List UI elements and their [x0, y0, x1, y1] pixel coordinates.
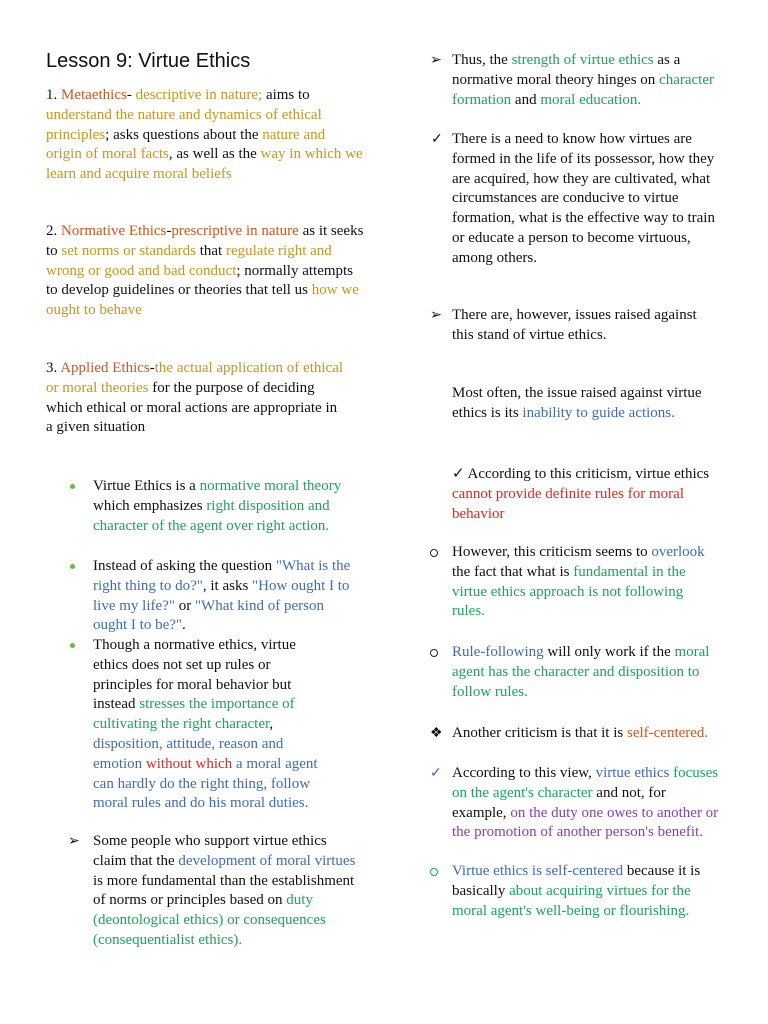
p2-hl-a: set norms or standards [61, 242, 196, 259]
p3-sep: - [149, 360, 155, 376]
b3-hl-c: without which [145, 755, 233, 772]
r9-text-b: and not, for example, [452, 784, 666, 821]
ring-bullet-icon [430, 549, 438, 557]
p2-text-b: that [195, 242, 226, 259]
bullet-dot-icon [70, 564, 75, 569]
r8-hl: self-centered. [626, 725, 709, 741]
check-bullet-icon: ✓ [430, 766, 442, 781]
b4-text-b: is more fundamental than the establishment of norms or principles based on [93, 872, 355, 909]
p2-term: Normative Ethics [61, 223, 167, 239]
r6-text-a: However, this criticism seems to [452, 544, 652, 560]
b1-text-b: which emphasizes [93, 497, 207, 514]
b3-hl-a: stresses the importance of cultivating the right character [93, 696, 295, 733]
p1-hl-b: nature and origin of moral facts [46, 126, 326, 163]
bullet-dot-icon [70, 643, 75, 648]
b3-hl-b: disposition, attitude, reason and emotion [93, 735, 284, 772]
p2-number: 2. [46, 223, 61, 239]
p1-desc: descriptive in nature; [135, 87, 263, 103]
point-issues-raised [452, 306, 714, 346]
page-title: Lesson 9: Virtue Ethics [46, 50, 251, 72]
b4-hl-b: duty (deontological ethics) or consequences (consequentialist ethics). [93, 892, 326, 948]
r4-hl: inability to guide actions. [522, 404, 675, 421]
bullet-supporters [93, 832, 358, 951]
b3-text-a: Though a normative ethics, virtue ethics does not set up rules or principles for moral behavior but instead [93, 637, 296, 713]
r7-text: will only work if the [543, 644, 675, 660]
applied-ethics-paragraph [46, 359, 346, 438]
r1-text-a: Thus, the [452, 52, 512, 68]
r10-text: because it is basically [452, 863, 701, 899]
r9-text-a: According to this view, [452, 765, 596, 781]
bullet-question [93, 557, 361, 636]
metaethics-paragraph [46, 86, 364, 185]
ring-bullet-icon [430, 649, 438, 657]
r2-text: There is a need to know how virtues are formed in the life of its possessor, how they are acquired, how they are cultivated, what circumstances are conducive to virtue formation, what is the effective way to train or educate a person to become virtuous, among others. [452, 131, 715, 266]
diamond-bullet-icon: ❖ [430, 726, 443, 741]
r7-hl-a: Rule-following [452, 644, 544, 660]
p1-term: Metaethics [61, 87, 127, 103]
point-overlook [452, 543, 714, 622]
point-most-often [452, 384, 714, 424]
bullet-virtue-ethics [93, 477, 343, 536]
b3-text-b: , [269, 716, 274, 733]
point-rule-following [452, 643, 714, 702]
p1-text-a: aims to [262, 87, 310, 103]
b2-quote-a: "What is the right thing to do?" [93, 558, 351, 594]
point-need-to-know [452, 130, 724, 269]
b2-text-d: . [182, 617, 186, 634]
p3-number: 3. [46, 360, 61, 376]
b1-hl-a: normative moral theory [199, 478, 342, 494]
r8-text: Another criticism is that it is [452, 725, 627, 741]
r7-hl-b: moral agent has the character and disposition to follow rules. [452, 644, 710, 700]
r6-hl-a: overlook [651, 544, 705, 560]
p1-hl-a: understand the nature and dynamics of ethical principles [46, 106, 322, 143]
r9-hl-c: on the duty one owes to another or the promotion of another person's benefit. [452, 804, 719, 841]
arrow-bullet-icon: ➢ [430, 53, 442, 68]
arrow-bullet-icon: ➢ [430, 308, 442, 323]
r10-hl-b: about acquiring virtues for the moral agent's well-being or flourishing. [452, 882, 691, 919]
r1-hl-b: character formation [452, 71, 714, 108]
r6-text-b: the fact that what is [452, 563, 574, 580]
r5-hl: cannot provide definite rules for moral behavior [452, 485, 685, 522]
p1-text-c: , as well as the [168, 146, 261, 163]
bullet-dot-icon [70, 484, 75, 489]
b3-hl-d: a moral agent can hardly do the right thing, follow moral rules and do his moral duties. [93, 755, 318, 812]
b1-hl-b: right disposition and character of the agent over right action. [93, 497, 330, 534]
p1-number: 1. [46, 87, 61, 103]
p1-hl-c: way in which we learn and acquire moral beliefs [46, 146, 363, 183]
normative-ethics-paragraph [46, 222, 364, 321]
b2-quote-b: "How ought I to live my life?" [93, 577, 350, 614]
r5-text: ✓ According to this criticism, virtue ethics [452, 466, 710, 482]
point-strength [452, 51, 717, 110]
p1-text-b: ; asks questions about the [105, 126, 263, 143]
b4-hl-a: development of moral virtues [178, 852, 356, 869]
point-criticism [452, 465, 724, 524]
p2-hl-b: regulate right and wrong or good and bad conduct [46, 242, 332, 279]
arrow-bullet-icon: ➢ [68, 834, 80, 849]
p1-sep: - [126, 87, 136, 103]
p2-text-a: as it seeks to [46, 223, 364, 259]
p2-sep: - [166, 223, 172, 239]
bullet-normative [93, 636, 333, 814]
point-basically [452, 862, 722, 921]
p2-desc: prescriptive in nature [171, 223, 299, 239]
p2-hl-c: how we ought to behave [46, 282, 359, 319]
b2-quote-c: "What kind of person ought I to be?" [93, 597, 324, 634]
b1-text-a: Virtue Ethics is a [93, 478, 200, 494]
ring-bullet-icon [430, 868, 438, 876]
r1-text-c: and [511, 91, 541, 108]
b4-text-a: Some people who support virtue ethics claim that the [93, 833, 327, 869]
p3-text: for the purpose of deciding which ethical or moral actions are appropriate in a given situation [46, 379, 338, 436]
r9-hl-a: virtue ethics [595, 765, 670, 781]
p3-term: Applied Ethics [60, 360, 150, 376]
p3-desc: the actual application of ethical or moral theories [46, 360, 344, 396]
r1-text-b: as a normative moral theory hinges on [452, 52, 681, 88]
check-bullet-icon: ✓ [431, 132, 443, 147]
p2-text-c: ; normally attempts to develop guidelines or theories that tell us [46, 262, 354, 299]
b2-text-c: or [174, 597, 195, 614]
r1-hl-a: strength of virtue ethics [511, 52, 654, 68]
r10-hl-a: Virtue ethics is self-centered [452, 863, 624, 879]
r4-text: Most often, the issue raised against virtue ethics is its [452, 385, 702, 421]
r1-hl-c: moral education. [540, 91, 642, 108]
point-according-view [452, 764, 722, 843]
r3-text: There are, however, issues raised against this stand of virtue ethics. [452, 307, 697, 343]
r6-hl-b: fundamental in the virtue ethics approach is not following rules. [452, 563, 686, 620]
r9-hl-b: focuses on the agent's character [452, 765, 719, 801]
b2-text-a: Instead of asking the question [93, 558, 276, 574]
b2-text-b: , it asks [202, 577, 253, 594]
point-self-centered [452, 724, 714, 744]
